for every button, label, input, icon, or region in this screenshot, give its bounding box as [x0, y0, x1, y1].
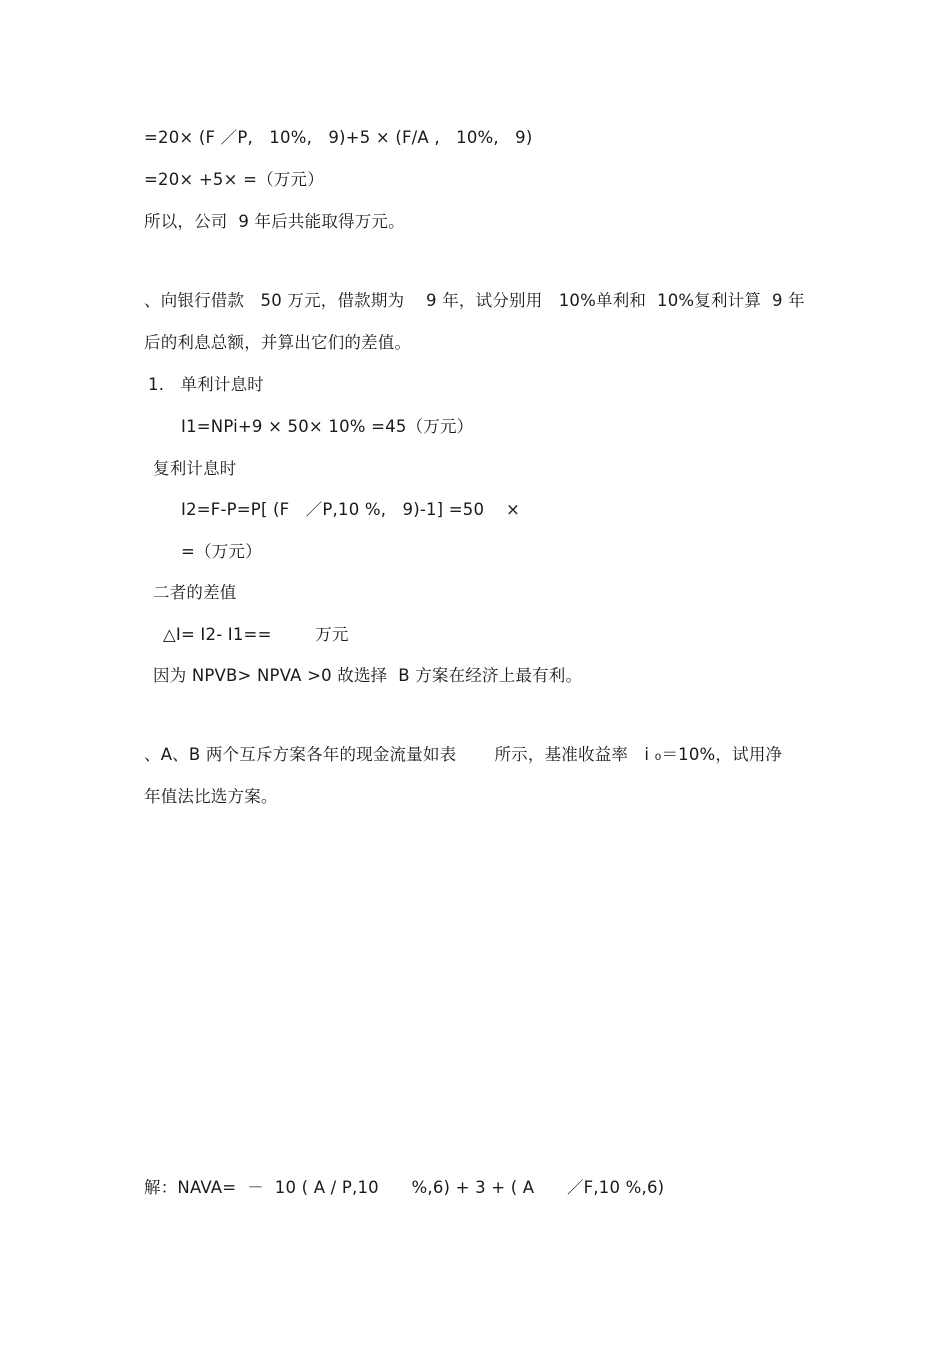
question-line: 后的利息总额，并算出它们的差值。 [144, 333, 412, 352]
question-line: 、A、B 两个互斥方案各年的现金流量如表 所示，基准收益率 i ₀＝10%，试用净 [144, 745, 783, 764]
solution-line: 解：NAVA= － 10 ( A / P,10 %,6) + 3 + ( A ／F,10 %,6) [144, 1178, 665, 1197]
text-line: 因为 NPVB> NPVA >0 故选择 B 方案在经济上最有利。 [153, 666, 583, 685]
formula-line: =（万元） [181, 542, 262, 561]
formula-line: =20× (F ／P, 10%, 9)+5 × (F/A , 10%, 9) [144, 128, 533, 147]
text-line: 二者的差值 [153, 583, 237, 602]
question-line: 、向银行借款 50 万元，借款期为 9 年，试分别用 10%单利和 10%复利计算 9 年 [144, 291, 805, 310]
formula-line: △I= I2- I1== 万元 [163, 625, 349, 644]
formula-line: =20× +5× =（万元） [144, 170, 324, 189]
question-line: 年值法比选方案。 [144, 787, 278, 806]
formula-line: I1=NPi+9 × 50× 10% =45（万元） [181, 417, 474, 436]
formula-line: I2=F-P=P[ (F ／P,10 %, 9)-1] =50 × [181, 500, 520, 519]
text-line: 所以，公司 9 年后共能取得万元。 [144, 212, 405, 231]
text-line: 复利计息时 [153, 459, 237, 478]
list-item: 1. 单利计息时 [148, 375, 264, 394]
